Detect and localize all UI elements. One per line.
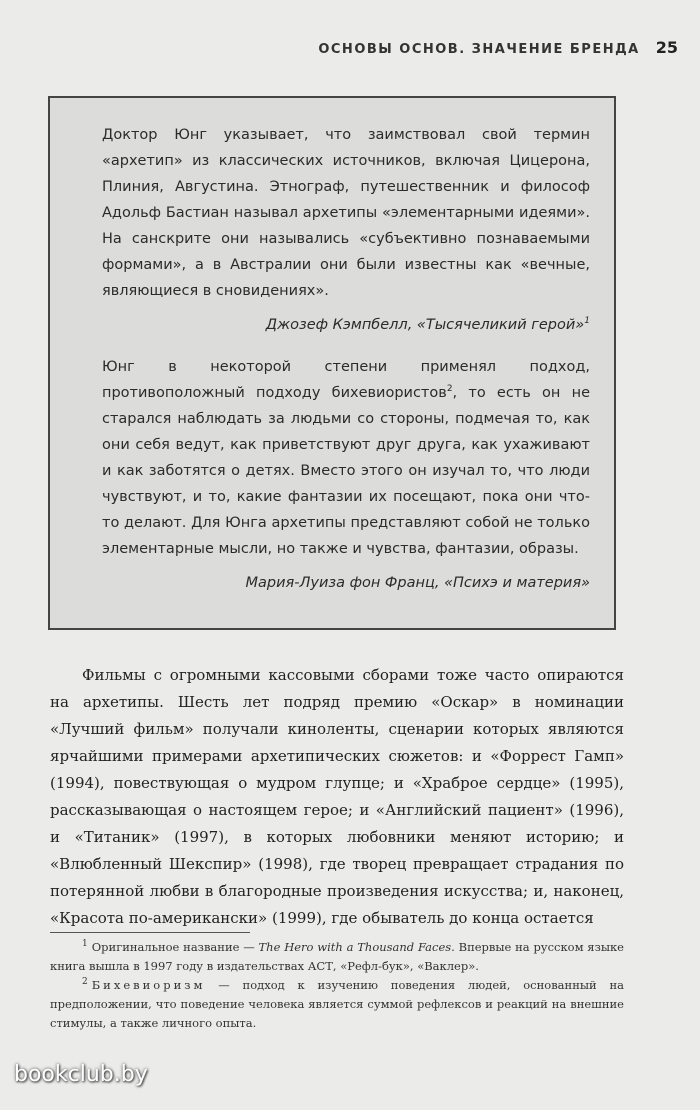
quote-2-attribution: Мария-Луиза фон Франц, «Психэ и материя» (245, 575, 590, 591)
footnote-1-mark: 1 (82, 939, 88, 950)
footnote-ref-2[interactable]: 2 (446, 384, 453, 395)
footnote-2-text: — подход к изучению поведения людей, основанный на предположении, что поведение человека является суммой рефлексов и реакций на внешние стимулы, а также личного опыта. (50, 978, 624, 1030)
page-number: 25 (655, 38, 678, 57)
footnote-1-text-part1: Оригинальное название — (91, 940, 259, 954)
footnote-1-title: The Hero with a Thousand Faces (258, 940, 452, 954)
footnote-1 (50, 938, 624, 976)
epigraph-box (48, 96, 616, 630)
footnote-2-mark: 2 (82, 977, 88, 988)
footnote-divider (50, 932, 250, 933)
footnote-1-text-part2: . Впервые на русском языке книга вышла в 1997 году в издательствах АСТ, «Рефл-бук», «Ваклер». (50, 940, 624, 973)
quote-1-attribution-text: Джозеф Кэмпбелл, «Тысячеликий герой» (265, 317, 585, 333)
footnote-2 (50, 976, 624, 1033)
running-head (318, 38, 678, 57)
footnote-ref-1[interactable]: 1 (584, 316, 590, 327)
running-title: ОСНОВЫ ОСНОВ. ЗНАЧЕНИЕ БРЕНДА (318, 42, 640, 57)
footnote-2-term: Бихевиоризм (91, 978, 206, 992)
quote-2-text-part2: , то есть он не старался наблюдать за людьми со стороны, подмечая то, как они себя ведут, как приветствуют друг друга, как ухаживают и как заботятся о детях. Вместо этого он изучал то, что люди чувствуют, и то, какие фантазии их посещают, пока они что-то делают. Для Юнга архетипы представляют собой не только элементарные мысли, но также и чувства, фантазии, образы. (102, 385, 590, 557)
body-paragraph: Фильмы с огромными кассовыми сборами тоже часто опираются на архетипы. Шесть лет подряд премию «Оскар» в номинации «Лучший фильм» получали киноленты, сценарии которых являются ярчайшими примерами архетипических сюжетов: и «Форрест Гамп» (1994), повествующая о мудром глупце; и «Храброе сердце» (1995), рассказывающая о настоящем герое; и «Английский пациент» (1996), и «Титаник» (1997), в которых любовники меняют историю; и «Влюбленный Шекспир» (1998), где творец превращает страдания по потерянной любви в благородные произведения искусства; и, наконец, «Красота по-американски» (1999), где обыватель до конца остается (50, 666, 624, 927)
quote-2-text (102, 354, 590, 562)
quote-1-attribution (102, 312, 590, 338)
footnotes (50, 938, 624, 1033)
quote-2-text-part1: Юнг в некоторой степени применял подход, противоположный подходу бихевиористов (102, 359, 590, 401)
watermark: bookclub.by (14, 1062, 148, 1087)
quote-1-text: Доктор Юнг указывает, что заимствовал свой термин «архетип» из классических источников, включая Цицерона, Плиния, Августина. Этнограф, путешественник и философ Адольф Бастиан называл архетипы «элементарными идеями». На санскрите они назывались «субъективно познаваемыми формами», а в Австралии они были известны как «вечные, являющиеся в сновидениях». (102, 127, 590, 299)
